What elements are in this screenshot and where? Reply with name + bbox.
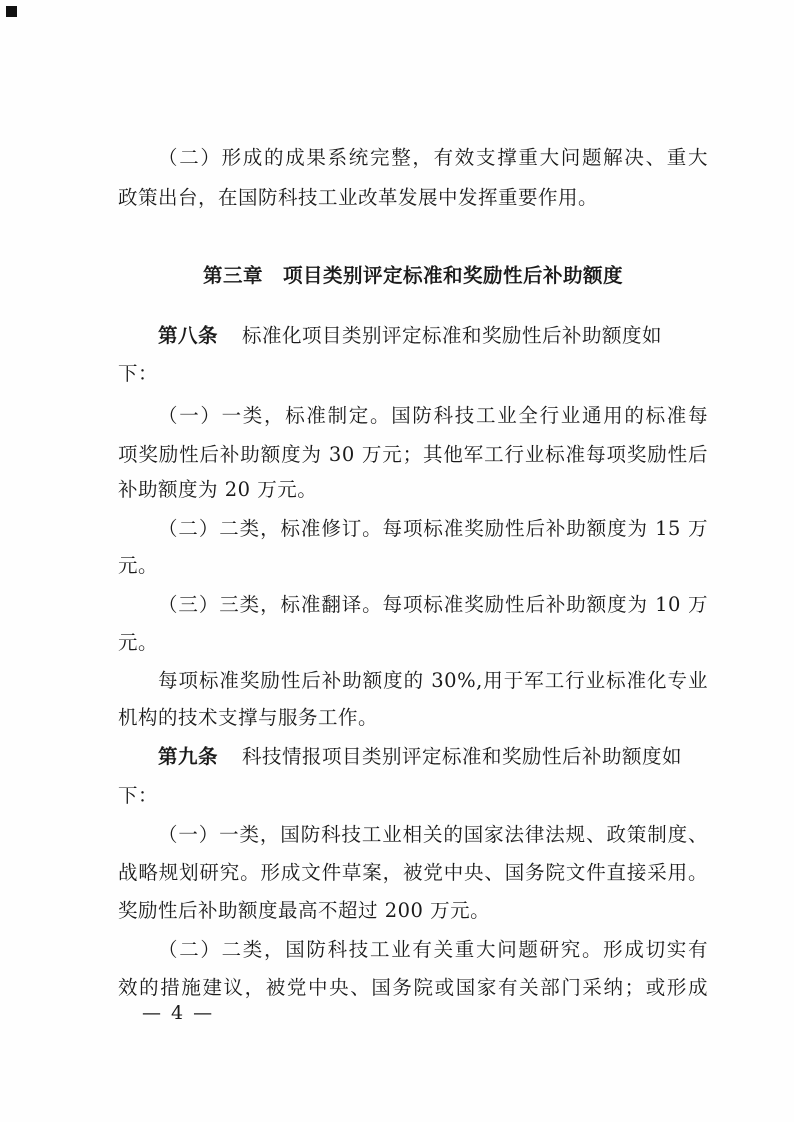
paragraph-line: （二）二类，标准修订。每项标准奖励性后补助额度为 15 万 xyxy=(158,517,708,540)
paragraph-line: （二）形成的成果系统完整，有效支撑重大问题解决、重大 xyxy=(158,146,708,169)
scan-corner-mark xyxy=(6,6,17,17)
paragraph-line: 每项标准奖励性后补助额度的 30%,用于军工行业标准化专业 xyxy=(158,669,708,692)
paragraph-line: 补助额度为 20 万元。 xyxy=(118,478,318,501)
chapter-title: 第三章 项目类别评定标准和奖励性后补助额度 xyxy=(202,264,623,287)
paragraph-line: 项奖励性后补助额度为 30 万元；其他军工行业标准每项奖励性后 xyxy=(118,443,708,466)
paragraph-line: 政策出台，在国防科技工业改革发展中发挥重要作用。 xyxy=(118,186,599,209)
paragraph-line: 奖励性后补助额度最高不超过 200 万元。 xyxy=(118,899,491,922)
paragraph-line: 元。 xyxy=(118,554,159,577)
paragraph-line: （二）二类，国防科技工业有关重大问题研究。形成切实有 xyxy=(158,938,708,961)
article-8-line-1 xyxy=(118,323,708,349)
article-9-heading: 第九条 xyxy=(158,745,219,768)
paragraph-line: 战略规划研究。形成文件草案，被党中央、国务院文件直接采用。 xyxy=(118,861,708,884)
article-9-text: 科技情报项目类别评定标准和奖励性后补助额度如 xyxy=(242,745,683,768)
paragraph-line: 机构的技术支撑与服务工作。 xyxy=(118,706,379,729)
paragraph-line: （一）一类，国防科技工业相关的国家法律法规、政策制度、 xyxy=(158,823,708,846)
paragraph-line: （三）三类，标准翻译。每项标准奖励性后补助额度为 10 万 xyxy=(158,593,708,616)
paragraph-line: 下： xyxy=(118,784,159,807)
paragraph-line: 下： xyxy=(118,362,159,385)
article-9-line-1 xyxy=(118,744,708,770)
paragraph-line: 效的措施建议，被党中央、国务院或国家有关部门采纳；或形成 xyxy=(118,976,708,999)
article-8-heading: 第八条 xyxy=(158,324,219,347)
article-8-text: 标准化项目类别评定标准和奖励性后补助额度如 xyxy=(242,324,663,347)
paragraph-line: 元。 xyxy=(118,631,159,654)
page-number: — 4 — xyxy=(142,1002,215,1024)
paragraph-line: （一）一类，标准制定。国防科技工业全行业通用的标准每 xyxy=(158,404,708,427)
